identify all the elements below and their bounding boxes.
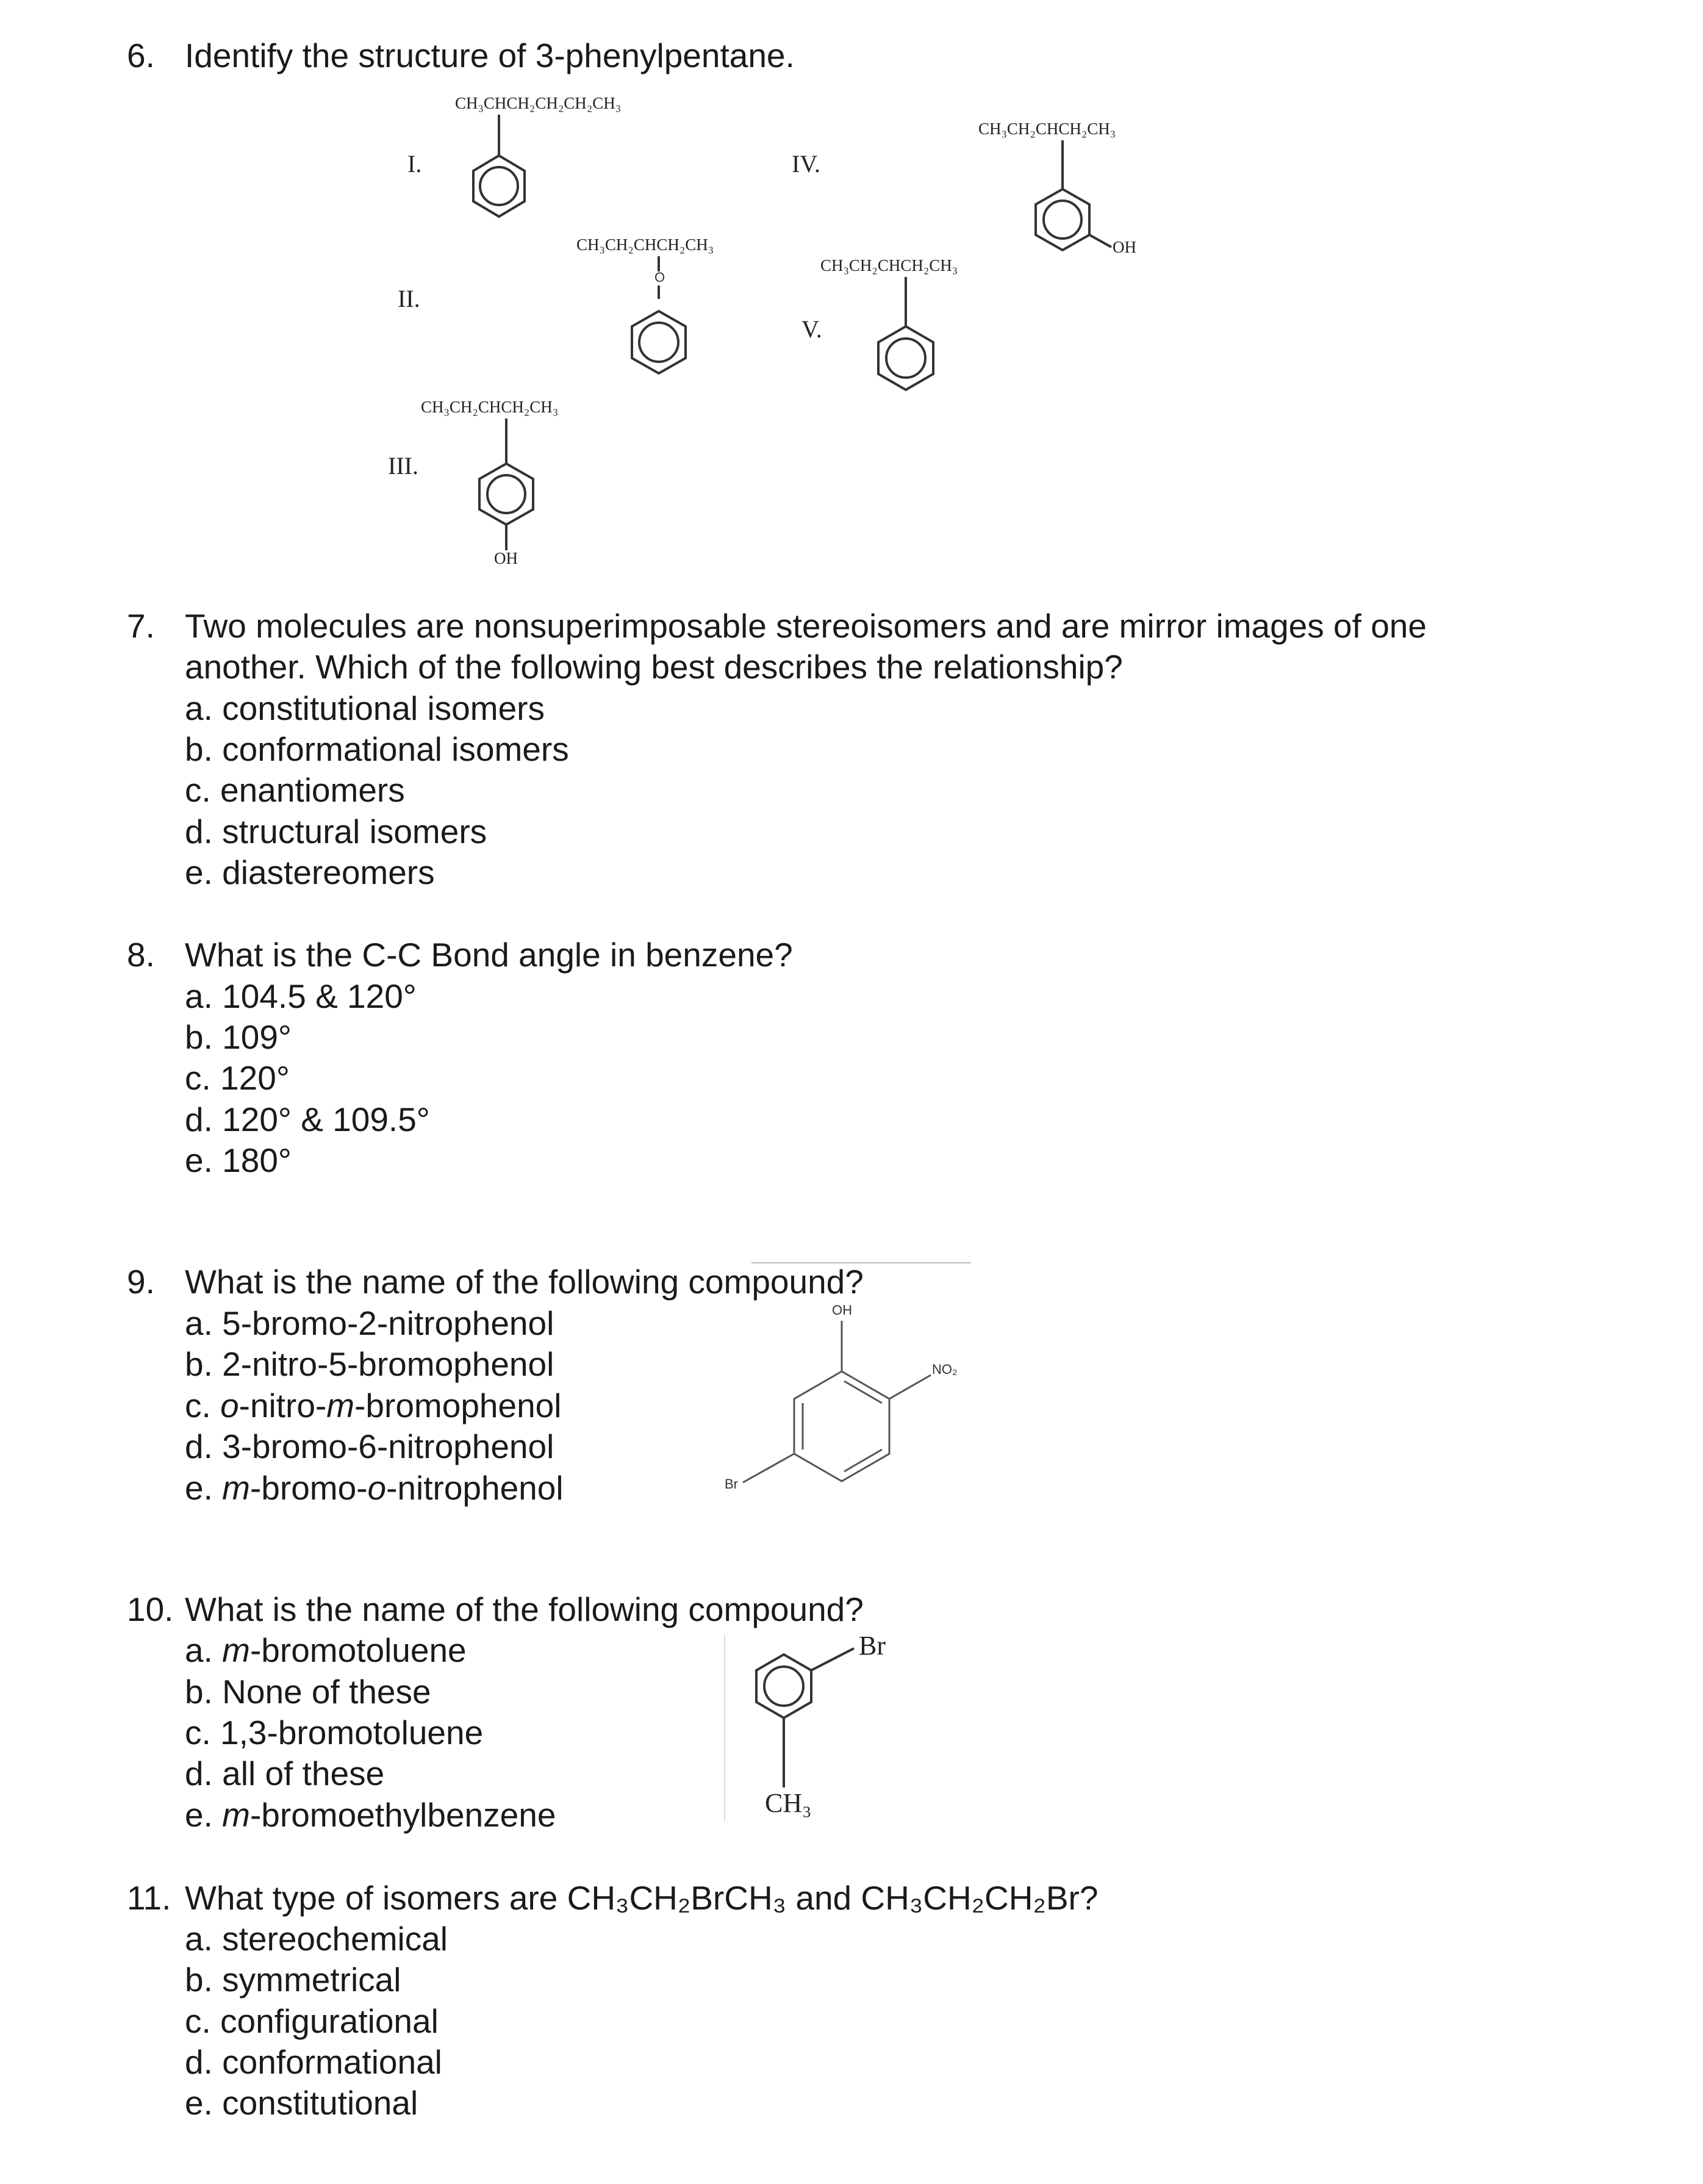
q7-option-a: a. constitutional isomers	[185, 689, 545, 727]
q10-option-c: c. 1,3-bromotoluene	[185, 1714, 484, 1751]
q7-number: 7.	[127, 607, 155, 645]
q10-structure-ch3: CH₃	[765, 1788, 812, 1818]
structure-IV-oh: OH	[1113, 238, 1136, 256]
q7-option-e: e. diastereomers	[185, 853, 435, 891]
q11-option-c: c. configurational	[185, 2002, 439, 2040]
q9-benzene	[743, 1263, 971, 1482]
q7-option-b: b. conformational isomers	[185, 730, 569, 768]
q8-option-e: e. 180°	[185, 1141, 292, 1179]
q7-option-c: c. enantiomers	[185, 771, 405, 809]
structure-III-chain: CH₃CH₂CHCH₂CH₃	[421, 398, 559, 416]
structure-V-label: V.	[801, 315, 822, 343]
structure-I-label: I.	[407, 150, 422, 178]
q9-structure-oh: OH	[832, 1302, 852, 1318]
q10-option-a: a. m-bromotoluene	[185, 1631, 467, 1669]
q11-option-d: d. conformational	[185, 2043, 442, 2081]
q9-option-c: c. o-nitro-m-bromophenol	[185, 1387, 562, 1424]
q11-option-b: b. symmetrical	[185, 1961, 401, 1999]
q8-option-c: c. 120°	[185, 1059, 290, 1097]
structure-II-label: II.	[398, 285, 420, 312]
q6-number: 6.	[127, 37, 155, 74]
q8-option-a: a. 104.5 & 120°	[185, 977, 417, 1015]
structure-II-oxygen: O	[654, 270, 665, 285]
q11-text: What type of isomers are CH₃CH₂BrCH₃ and CH₃CH₂CH₂Br?	[185, 1879, 1099, 1917]
q9-option-b: b. 2-nitro-5-bromophenol	[185, 1345, 554, 1383]
q8-option-b: b. 109°	[185, 1018, 292, 1056]
q10-number: 10.	[127, 1590, 174, 1628]
q9-option-e: e. m-bromo-o-nitrophenol	[185, 1469, 564, 1507]
q10-option-b: b. None of these	[185, 1673, 431, 1711]
q10-text: What is the name of the following compound?	[185, 1590, 864, 1628]
structure-IV-chain: CH₃CH₂CHCH₂CH₃	[978, 120, 1116, 138]
q9-number: 9.	[127, 1263, 155, 1301]
structure-I-chain: CH₃CHCH₂CH₂CH₂CH₃	[455, 94, 622, 112]
structure-IV-label: IV.	[792, 150, 821, 178]
q9-option-a: a. 5-bromo-2-nitrophenol	[185, 1304, 554, 1342]
q10-option-d: d. all of these	[185, 1755, 385, 1792]
structure-IV-benzene	[1036, 140, 1111, 250]
q8-option-d: d. 120° & 109.5°	[185, 1101, 430, 1138]
q9-text: What is the name of the following compound?	[185, 1263, 864, 1301]
q7-line1: Two molecules are nonsuperimposable stereoisomers and are mirror images of one	[185, 607, 1427, 645]
q9-structure-no2: NO₂	[932, 1362, 958, 1377]
q11-number: 11.	[127, 1879, 171, 1917]
structure-V-benzene	[878, 277, 933, 390]
q10-benzene	[725, 1635, 854, 1821]
q7-line2: another. Which of the following best describes the relationship?	[185, 648, 1123, 686]
structure-III-oh: OH	[494, 549, 518, 567]
q11-option-e: e. constitutional	[185, 2084, 418, 2122]
structure-II-chain: CH₃CH₂CHCH₂CH₃	[576, 235, 714, 254]
q7-option-d: d. structural isomers	[185, 813, 487, 850]
q11-option-a: a. stereochemical	[185, 1920, 448, 1958]
structure-V-chain: CH₃CH₂CHCH₂CH₃	[820, 256, 958, 275]
structure-I-benzene	[473, 115, 525, 217]
q8-number: 8.	[127, 936, 155, 974]
q10-structure-br: Br	[859, 1631, 886, 1661]
structure-II-benzene	[632, 256, 686, 373]
structure-III-benzene	[479, 418, 533, 550]
q9-structure-br: Br	[725, 1476, 738, 1492]
q9-option-d: d. 3-bromo-6-nitrophenol	[185, 1428, 554, 1465]
q10-option-e: e. m-bromoethylbenzene	[185, 1796, 556, 1834]
structure-III-label: III.	[388, 452, 418, 480]
q8-text: What is the C-C Bond angle in benzene?	[185, 936, 793, 974]
q6-text: Identify the structure of 3-phenylpentane.	[185, 37, 795, 74]
